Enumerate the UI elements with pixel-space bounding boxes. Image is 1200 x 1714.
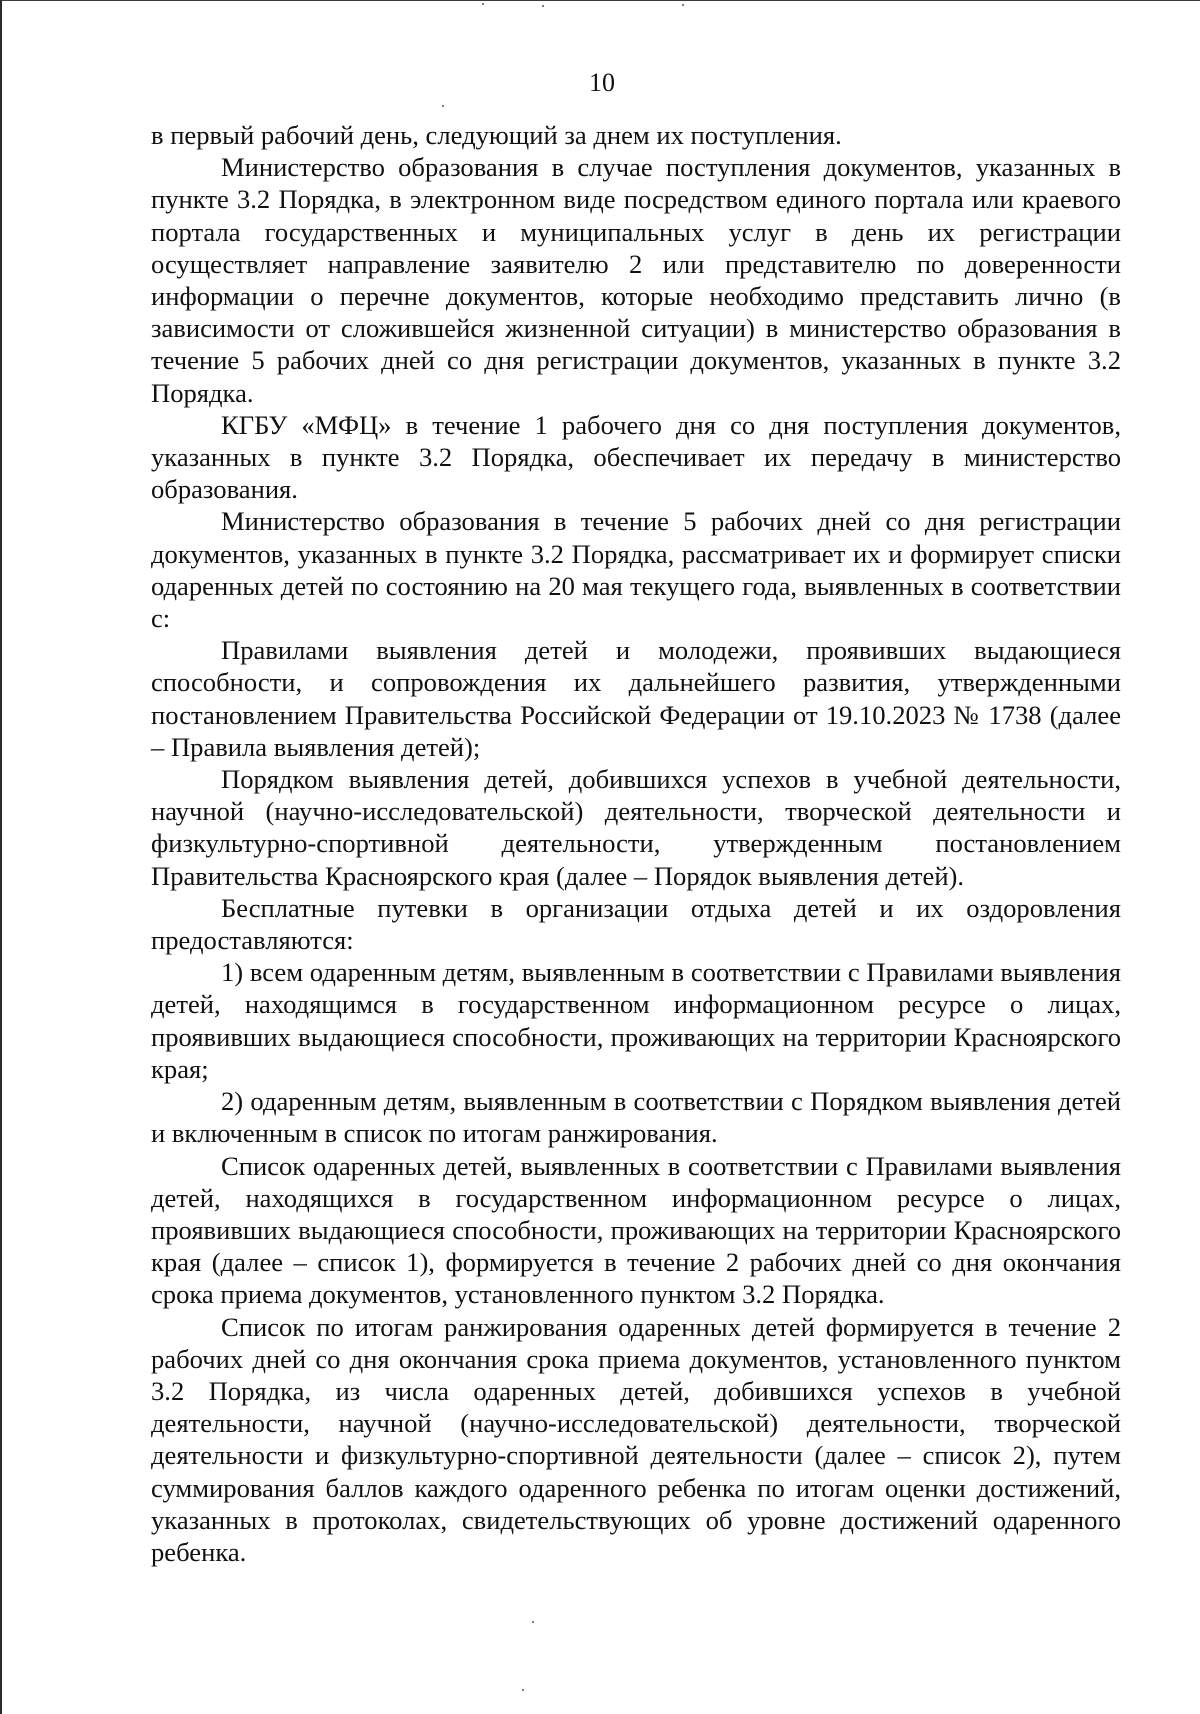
scan-speck: [682, 4, 684, 6]
scan-speck: [522, 1689, 524, 1691]
paragraph-rules-identification: Правилами выявления детей и молодежи, проявивших выдающиеся способности, и сопровождения их дальнейшего развития, утвержденными постановлением Правительства Российской Федерации от 19.10.2023 № 1738 (далее – Правила выявления детей);: [151, 635, 1121, 762]
paragraph-continuation: в первый рабочий день, следующий за днем их поступления.: [151, 120, 842, 150]
paragraph-free-vouchers: Бесплатные путевки в организации отдыха детей и их оздоровления предоставляются:: [151, 892, 1121, 956]
paragraph-mfc-transfer: КГБУ «МФЦ» в течение 1 рабочего дня со дня поступления документов, указанных в пункте 3.2 Порядка, обеспечивает их передачу в министерство образования.: [151, 409, 1121, 505]
scan-speck: [442, 105, 444, 107]
scan-speck: [542, 5, 544, 7]
paragraph-procedure-identification: Порядком выявления детей, добившихся успехов в учебной деятельности, научной (научно-исследовательской) деятельности, творческой деятельности и физкультурно-спортивной деятельности, утвержденным постановлением Правительства Красноярского края (далее – Порядок выявления детей).: [151, 764, 1121, 891]
paragraph-electronic-submission: Министерство образования в случае поступления документов, указанных в пункте 3.2 Порядка, в электронном виде посредством единого портала или краевого портала государственных и муниципальных услуг в день их регистрации осуществляет направление заявителю 2 или представителю по доверенности информации о перечне документов, которые необходимо представить лично (в зависимости от сложившейся жизненной ситуации) в министерство образования в течение 5 рабочих дней со дня регистрации документов, указанных в пункте 3.2 Порядка.: [151, 152, 1121, 408]
scan-speck: [532, 1621, 534, 1623]
page-number: 10: [589, 68, 615, 97]
paragraph-review-documents: Министерство образования в течение 5 рабочих дней со дня регистрации документов, указанных в пункте 3.2 Порядка, рассматривает их и формирует списки одаренных детей по состоянию на 20 мая текущего года, выявленных в соответствии с:: [151, 506, 1121, 634]
list-item-2: 2) одаренным детям, выявленным в соответствии с Порядком выявления детей и включенным в список по итогам ранжирования.: [151, 1086, 1121, 1149]
paragraph-list-1: Список одаренных детей, выявленных в соответствии с Правилами выявления детей, находящихся в государственном информационном ресурсе о лицах, проявивших выдающиеся способности, проживающих на территории Красноярского края (далее – список 1), формируется в течение 2 рабочих дней со дня окончания срока приема документов, установленного пунктом 3.2 Порядка.: [151, 1150, 1121, 1310]
scan-speck: [482, 3, 484, 5]
list-item-1: 1) всем одаренным детям, выявленным в соответствии с Правилами выявления детей, находящимся в государственном информационном ресурсе о лицах, проявивших выдающиеся способности, проживающих на территории Красноярского края;: [151, 957, 1121, 1084]
document-body: [151, 119, 1121, 1568]
paragraph-list-2-ranking: Список по итогам ранжирования одаренных детей формируется в течение 2 рабочих дней со дня окончания срока приема документов, установленного пунктом 3.2 Порядка, из числа одаренных детей, добившихся успехов в учебной деятельности, научной (научно-исследовательской) деятельности, творческой деятельности и физкультурно-спортивной деятельности (далее – список 2), путем суммирования баллов каждого одаренного ребенка по итогам оценки достижений, указанных в протоколах, свидетельствующих об уровне достижений одаренного ребенка.: [151, 1311, 1121, 1567]
